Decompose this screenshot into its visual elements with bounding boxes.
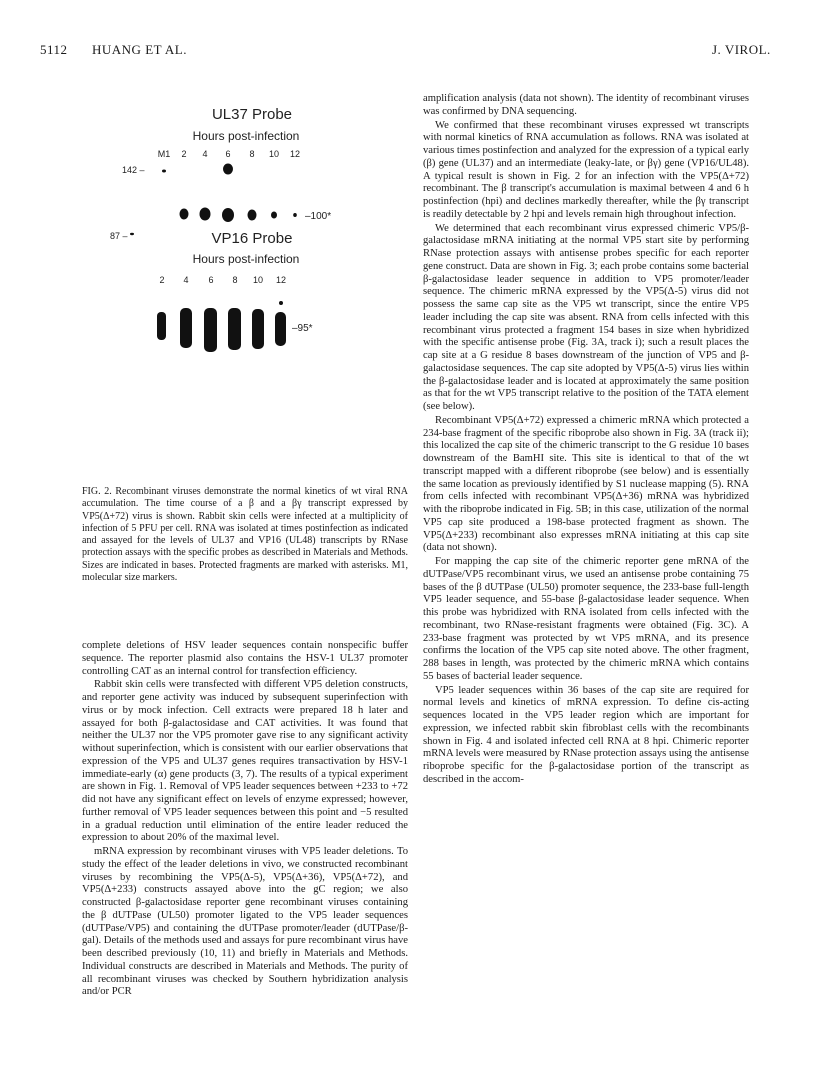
band-ul37-12h <box>293 213 297 217</box>
paragraph: Recombinant VP5(Δ+72) expressed a chimeric mRNA which protected a 234-base fragment of the specific riboprobe also shown in Fig. 3A (track ii); this localized the cap site of the chimeric transcript to the G residue 10 bases downstream of the BamHI site. This site is identical to that of the wt transcript mapped with a different riboprobe (see below) and is essentially the same location as previously identified by S1 nuclease mapping (5). RNA from cells infected with recombinant VP5(Δ+36) mRNA was hybridized with the riboprobe indicated in Fig. 5B; in this case, utilization of the normal VP5 cap site produced a 198-base protected fragment as shown. The VP5(Δ+233) recombinant also expresses mRNA initiating at this cap site (data not shown). <box>423 414 749 554</box>
lane-label: 6 <box>225 149 231 159</box>
panel-a-lane-labels <box>158 149 300 159</box>
paragraph: amplification analysis (data not shown). The identity of recombinant viruses was confirmed by DNA sequencing. <box>423 93 749 117</box>
panel-a-title: UL37 Probe <box>211 106 293 123</box>
journal-name: J. VIROL. <box>712 42 771 57</box>
paragraph: We confirmed that these recombinant viruses expressed wt transcripts with normal kinetics of RNA accumulation as follows. RNA was isolated at various times postinfection and analyzed for the expression of a typical early (β) gene (UL37) and an intermediate (leaky-late, or βγ) gene (VP16/UL48). A typical result is shown in Fig. 2 for an infection with the VP5(Δ+72) recombinant. The β transcript's accumulation is maximal between 4 and 6 h postinfection (hpi) and declines markedly thereafter, while the βγ transcript is readily detectable by 2 hpi and levels remain high throughout infection. <box>423 119 749 220</box>
lane-label: 4 <box>183 275 189 285</box>
band-label-95: –95* <box>292 323 313 334</box>
band-ul37-4h <box>200 208 211 221</box>
panel-b-subtitle: Hours post-infection <box>192 252 300 266</box>
band-vp16-2h <box>157 312 166 340</box>
lane-label: 10 <box>252 275 264 285</box>
marker-band-142 <box>223 164 233 175</box>
band-ul37-8h <box>248 210 257 221</box>
panel-a-bands <box>130 164 297 236</box>
paragraph: Rabbit skin cells were transfected with different VP5 deletion constructs, and reporter gene activity was induced by subsequent superinfection with virus or by mock infection. Cell extracts were prepared 18 h later and assayed for both β-galactosidase and CAT activities. It was found that neither the UL37 nor the VP5 promoter gave rise to any significant activity without superinfection, which is consistent with our earlier observations that expression of the VP5 and UL37 genes requires transactivation by HSV-1 immediate-early (α) gene products (3, 7). The results of a typical experiment are shown in Fig. 1. Removal of VP5 leader sequences between +233 to +72 did not have any significant effect on levels of enzyme expressed; however, further removal of VP5 leader sequences between this point and −5 resulted in a gradual reduction until elimination of the entire leader reduced the expression to about 20% of the maximal level. <box>82 679 408 844</box>
band-vp16-10h <box>252 309 264 349</box>
marker-band <box>130 233 134 235</box>
panel-b-title: VP16 Probe <box>211 230 293 247</box>
lane-label: 8 <box>249 149 255 159</box>
lane-label: 2 <box>181 149 187 159</box>
right-column <box>423 93 749 787</box>
marker-142: 142 – <box>122 165 145 175</box>
marker-band <box>162 170 166 173</box>
lane-label: 12 <box>275 275 287 285</box>
figure-2-gel-image <box>82 100 408 472</box>
paragraph: We determined that each recombinant virus expressed chimeric VP5/β-galactosidase mRNA initiating at the normal VP5 start site by performing RNase protection assays with antisense probes specific for each reporter gene construct. Data are shown in Fig. 3; each probe contains some bacterial β-galactosidase leader sequence in addition to VP5 promoter/leader sequence. The chimeric mRNA expressed by the VP5(Δ-5) virus did not possess the same cap site as the VP5 wt transcript, since the entire VP5 leader including the cap site was absent. RNA from cells infected with this recombinant virus protected a fragment 154 bases in size when hybridized with the specific antisense probe (Fig. 3A, track i); such a result places the cap site at a G residue 8 bases downstream of the junction of VP5 and β-galactosidase sequences. The cap site adopted by VP5(Δ-5) virus lies within the β-galactosidase leader and is located at approximately the same position as that for the wt VP5 transcript relative to the position of the TATA element (see below). <box>423 222 749 412</box>
panel-b-bands <box>157 301 286 352</box>
band-ul37-6h <box>222 208 234 222</box>
lane-label: 6 <box>208 275 214 285</box>
paragraph: complete deletions of HSV leader sequences contain nonspecific buffer sequence. The reporter plasmid also contains the HSV-1 UL37 promoter controlling CAT as an internal control for transfection efficiency. <box>82 640 408 677</box>
panel-b-lane-labels <box>159 275 286 285</box>
band-vp16-upper <box>279 301 283 305</box>
band-ul37-10h <box>271 212 277 219</box>
lane-label: 12 <box>289 149 301 159</box>
marker-87: 87 – <box>110 231 128 241</box>
band-label-100: –100* <box>305 211 332 222</box>
band-vp16-12h <box>275 312 286 346</box>
paragraph: VP5 leader sequences within 36 bases of the cap site are required for normal levels and kinetics of mRNA expression. To define cis-acting sequences located in the VP5 leader region which are important for expression, we infected rabbit skin fibroblast cells with the recombinants shown in Fig. 4 and isolated infected cell RNA at 8 hpi. Chimeric reporter mRNA levels were measured by RNase protection assays using the antisense riboprobe specific for the β-galactosidase portion of the transcript as described in the accom- <box>423 684 749 785</box>
lane-label: 4 <box>202 149 208 159</box>
panel-a-subtitle: Hours post-infection <box>192 129 300 143</box>
running-authors: HUANG ET AL. <box>92 42 187 57</box>
band-vp16-8h <box>228 308 241 350</box>
left-column <box>82 640 408 999</box>
figure-caption: FIG. 2. Recombinant viruses demonstrate the normal kinetics of wt viral RNA accumulation. The time course of a β and a βγ transcript expressed by VP5(Δ+72) virus is shown. Rabbit skin cells were infected at a multiplicity of infection of 5 PFU per cell. RNA was isolated at times postinfection as indicated and assayed for the levels of UL37 and VP16 (UL48) transcripts by RNase protection assays with the specific probes as described in Materials and Methods. Sizes are indicated in bases. Protected fragments are marked with asterisks. M1, molecular size markers. <box>82 486 408 584</box>
page-number: 5112 <box>40 42 68 57</box>
lane-label: 2 <box>159 275 165 285</box>
lane-label: M1 <box>157 149 171 159</box>
paragraph: For mapping the cap site of the chimeric reporter gene mRNA of the dUTPase/VP5 recombinant virus, we used an antisense probe containing 75 bases of the β dUTPase (UL50) promoter sequence, the 233-base full-length VP5 leader sequence, and 55-base β-galactosidase leader sequence. When this probe was hybridized with RNA isolated from cells infected with the recombinant, two RNase-resistant fragments were obtained (Fig. 3C). A 233-base fragment was protected by wt VP5 mRNA, and its presence confirms the location of the VP5 cap site noted above. The other fragment, 288 bases in length, was protected by the chimeric mRNA which contains 55 bases of bacterial leader sequence. <box>423 556 749 682</box>
band-vp16-6h <box>204 308 217 352</box>
band-ul37-2h <box>180 209 189 220</box>
lane-label: 10 <box>268 149 280 159</box>
band-vp16-4h <box>180 308 192 348</box>
paragraph: mRNA expression by recombinant viruses with VP5 leader deletions. To study the effect of the leader deletions in vivo, we constructed recombinant viruses by recombining the VP5(Δ-5), VP5(Δ+36), VP5(Δ+72), and VP5(Δ+233) constructs assayed above into the gC region; we also constructed β-galactosidase reporter gene recombinant viruses containing the β dUTPase (UL50) promoter ligated to the VP5 leader sequences (dUTPase/VP5) and containing the dUTPase promoter/leader (dUTPase/β-gal). Details of the methods used and assays for pure recombinant virus have been described previously (10, 11) and briefly in Materials and Methods. Individual constructs are described in Materials and Methods. The purity of all recombinant viruses was checked by Southern hybridization analysis and/or PCR <box>82 846 408 998</box>
lane-label: 8 <box>232 275 238 285</box>
